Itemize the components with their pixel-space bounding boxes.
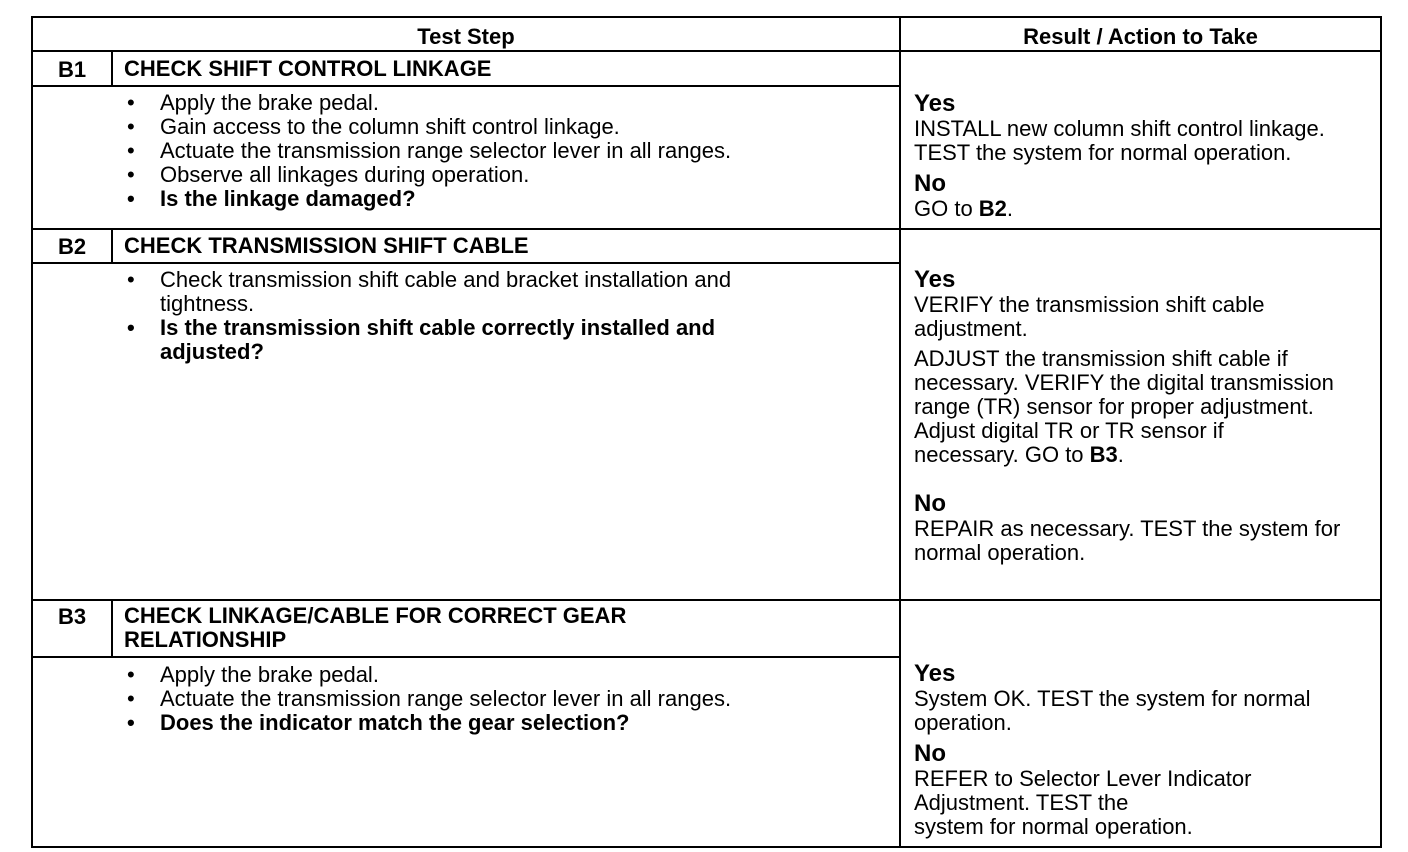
header-result-action: Result / Action to Take [1023,24,1258,49]
column-divider [899,18,901,846]
b1-id-divider [111,50,113,85]
result-text: System OK. TEST the system for normal operation. [914,686,1311,735]
step-question: • Is the transmission shift cable correctly installed and adjusted? [124,316,814,364]
b2-b3-divider [33,599,1380,601]
result-text: GO to B2. [914,196,1014,221]
b1-b2-divider [33,228,1380,230]
result-text: Adjust digital TR or TR sensor if necessary. GO to B3. [914,418,1224,467]
list-item: • Actuate the transmission range selector lever in all ranges. [124,139,894,163]
step-id-b1: B1 [57,57,87,82]
result-text: TEST the system for normal operation. [914,140,1292,165]
list-item: • Observe all linkages during operation. [124,163,894,187]
result-text: REPAIR as necessary. TEST the system for normal operation. [914,516,1341,565]
header-divider [33,50,1380,52]
step-reference: B2 [978,196,1007,221]
b3-id-divider [111,599,113,656]
yes-label: Yes [914,90,956,117]
list-item: • Actuate the transmission range selector lever in all ranges. [124,687,894,711]
result-text: ADJUST the transmission shift cable if necessary. VERIFY the digital transmission range (TR) sensor for proper adjustment. [914,346,1334,419]
result-b2 [914,267,1379,565]
diagnostic-table [31,16,1382,848]
step-reference: B3 [1089,442,1118,467]
step-b2-procedure [124,268,814,364]
no-label: No [914,490,946,517]
list-item: • Apply the brake pedal. [124,663,894,687]
step-title-b1: CHECK SHIFT CONTROL LINKAGE [124,56,492,81]
step-id-b2: B2 [57,234,87,259]
result-b1 [914,91,1380,221]
step-id-b3: B3 [57,604,87,629]
result-text: VERIFY the transmission shift cable adjustment. [914,292,1265,341]
list-item: • Gain access to the column shift control linkage. [124,115,894,139]
step-question: • Is the linkage damaged? [124,187,894,211]
no-label: No [914,170,946,197]
step-title-b3: CHECK LINKAGE/CABLE FOR CORRECT GEAR RELATIONSHIP [124,603,627,652]
step-b1-procedure [124,91,894,211]
result-text: INSTALL new column shift control linkage. [914,116,1325,141]
b2-id-divider [111,228,113,262]
yes-label: Yes [914,266,956,293]
header-test-step: Test Step [417,24,515,49]
no-label: No [914,740,946,767]
result-b3 [914,661,1380,839]
step-b3-procedure [124,663,894,735]
step-question: • Does the indicator match the gear selection? [124,711,894,735]
b3-title-divider [33,656,899,658]
b1-title-divider [33,85,899,87]
b2-title-divider [33,262,899,264]
result-text: REFER to Selector Lever Indicator [914,766,1252,791]
result-text: system for normal operation. [914,814,1193,839]
list-item: • Check transmission shift cable and bracket installation and tightness. [124,268,814,316]
yes-label: Yes [914,660,956,687]
result-text: Adjustment. TEST the [914,790,1129,815]
list-item: • Apply the brake pedal. [124,91,894,115]
step-title-b2: CHECK TRANSMISSION SHIFT CABLE [124,233,529,258]
